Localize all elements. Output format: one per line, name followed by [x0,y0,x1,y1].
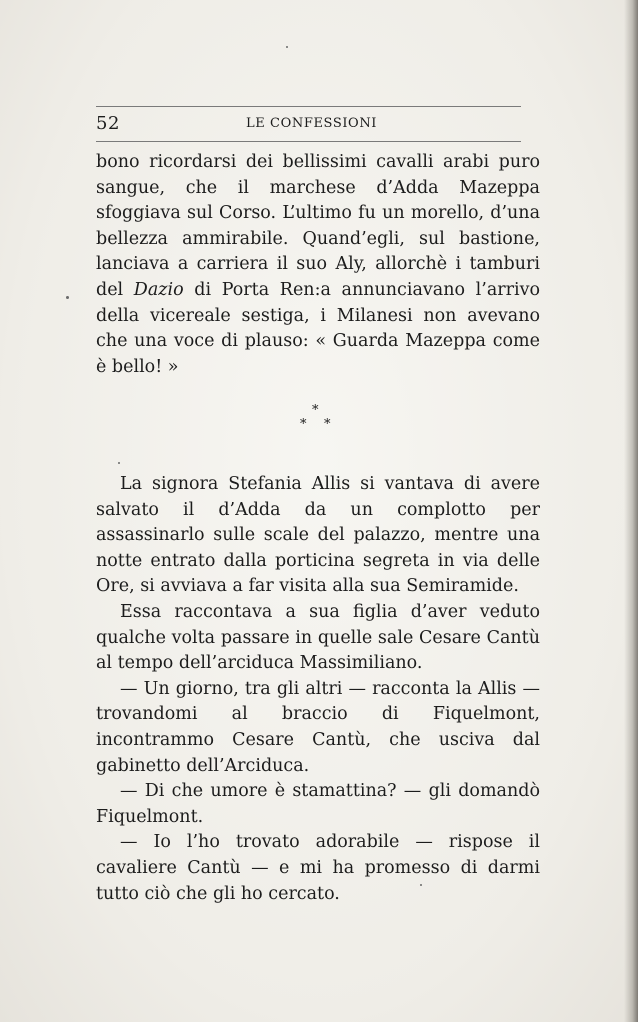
paragraph: La signora Stefania Allis si vantava di avere salvato il d’Adda da un complotto per assassinarlo sulle scale del palazzo, mentre una notte entrato dalla porticina segreta in via delle Ore, si avviava a far visita alla sua Semiramide. [96,474,540,597]
italic-word: Dazio [133,279,184,300]
paragraph [96,150,540,380]
header-rule-top [96,106,521,107]
running-title: LE CONFESSIONI [246,116,378,131]
page-header [96,106,521,142]
page-number: 52 [96,113,120,134]
asterisk: * [324,417,331,432]
paper-speck [66,296,69,299]
section-separator [296,404,342,436]
asterisk: * [300,417,307,432]
page-edge-shadow [624,0,638,1022]
paragraph: Essa raccontava a sua figlia d’aver veduto qualche volta passare in quelle sale Cesare Cantù al tempo dell’arciduca Massimiliano. [96,601,540,674]
paragraph: — Di che umore è stamattina? — gli domandò Fiquelmont. [96,781,540,827]
paragraph: — Io l’ho trovato adorabile — rispose il cavaliere Cantù — e mi ha promesso di darmi tutto ciò che gli ho cercato. [96,832,540,904]
paragraph-text: di Porta Ren:a annunciavano l’arrivo della vicereale sestiga, i Milanesi non avevano che una voce di plauso: « Guarda Mazeppa come è bello! » [96,279,540,377]
paragraph-text: bono ricordarsi dei bellissimi cavalli arabi puro sangue, che il marchese d’Adda Mazeppa sfoggiava sul Corso. L’ultimo fu un morello, d’una bellezza ammirabile. Quand’egli, sul bastione, lanciava a carriera il suo Aly, allorchè i tamburi del [96,152,540,300]
text-block-second [96,472,540,907]
text-block-first [96,150,540,380]
paragraph: — Un giorno, tra gli altri — racconta la Allis — trovandomi al braccio di Fiquelmont, incontrammo Cesare Cantù, che usciva dal gabinetto dell’Arciduca. [96,678,540,776]
paper-speck [286,46,288,48]
asterisk: * [312,403,319,418]
paper-speck [118,462,120,464]
header-rule-bottom [96,141,521,142]
paper-speck [420,884,422,886]
